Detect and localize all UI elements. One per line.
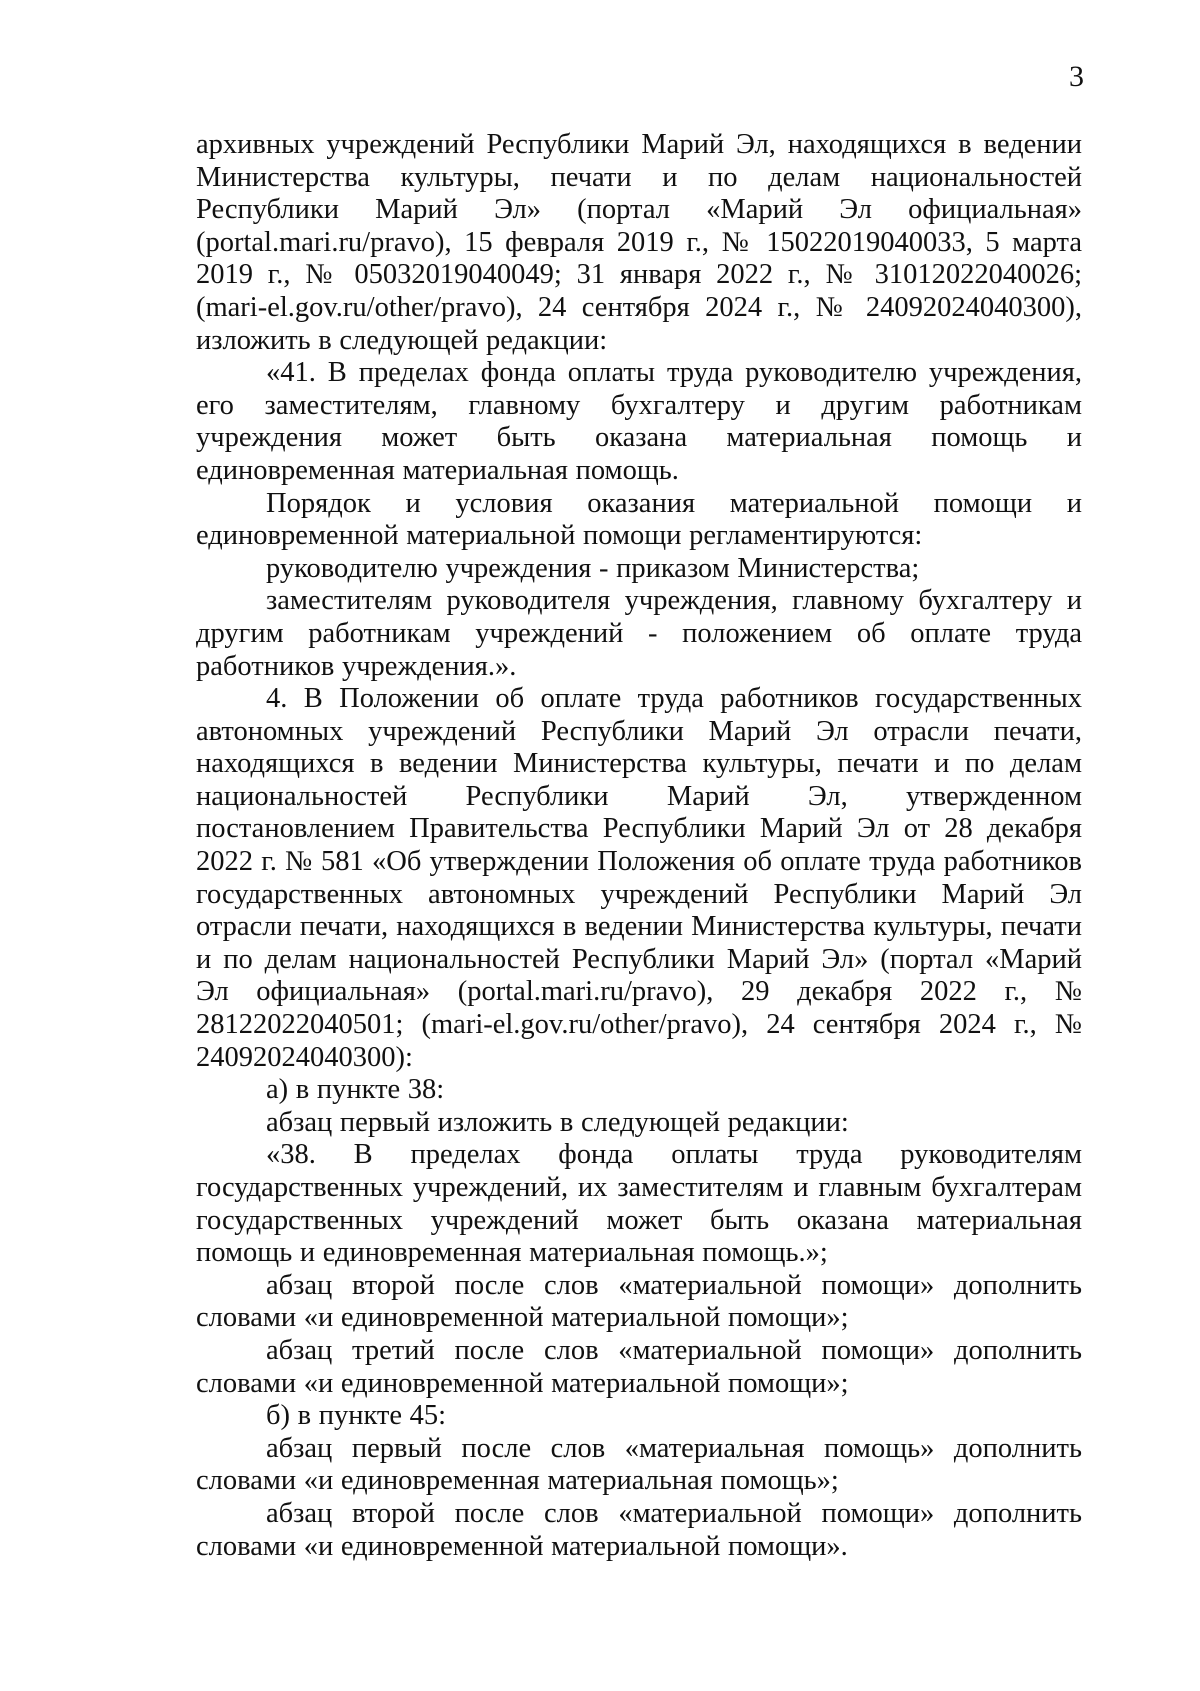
paragraph: заместителям руководителя учреждения, главному бухгалтеру и другим работникам учреждений - положением об оплате труда работников учреждения.». [196,585,1082,682]
paragraph: архивных учреждений Республики Марий Эл, находящихся в ведении Министерства культуры, печати и по делам национальностей Республики Марий Эл» (портал «Марий Эл официальная» (portal.mari.ru/pravo), 15 февраля 2019 г., № 15022019040033, 5 марта 2019 г., № 05032019040049; 31 января 2022 г., № 31012022040026; (mari-el.gov.ru/other/pravo), 24 сентября 2024 г., № 24092024040300), изложить в следующей редакции: [196,129,1082,356]
paragraph: абзац второй после слов «материальной помощи» дополнить словами «и единовременной материальной помощи»; [196,1269,1082,1334]
paragraph: б) в пункте 45: [266,1400,447,1432]
document-body [196,129,1082,1563]
paragraph: абзац первый после слов «материальная помощь» дополнить словами «и единовременная материальная помощь»; [196,1432,1082,1497]
paragraph: абзац первый изложить в следующей редакции: [266,1106,849,1138]
paragraph: 4. В Положении об оплате труда работников государственных автономных учреждений Республики Марий Эл отрасли печати, находящихся в ведении Министерства культуры, печати и по делам национальностей Республики Марий Эл, утвержденном постановлением Правительства Республики Марий Эл от 28 декабря 2022 г. № 581 «Об утверждении Положения об оплате труда работников государственных автономных учреждений Республики Марий Эл отрасли печати, находящихся в ведении Министерства культуры, печати и по делам национальностей Республики Марий Эл» (портал «Марий Эл официальная» (portal.mari.ru/pravo), 29 декабря 2022 г., № 28122022040501; (mari-el.gov.ru/other/pravo), 24 сентября 2024 г., № 24092024040300): [196,683,1082,1073]
page-number: 3 [1069,60,1084,93]
paragraph: «41. В пределах фонда оплаты труда руководителю учреждения, его заместителям, главному бухгалтеру и другим работникам учреждения может быть оказана материальная помощь и единовременная материальная помощь. [196,357,1082,486]
paragraph: абзац второй после слов «материальной помощи» дополнить словами «и единовременной материальной помощи». [196,1497,1082,1562]
paragraph: а) в пункте 38: [266,1074,445,1106]
paragraph: абзац третий после слов «материальной помощи» дополнить словами «и единовременной материальной помощи»; [196,1334,1082,1399]
paragraph: руководителю учреждения - приказом Министерства; [266,552,920,584]
paragraph: «38. В пределах фонда оплаты труда руководителям государственных учреждений, их заместителям и главным бухгалтерам государственных учреждений может быть оказана материальная помощь и единовременная материальная помощь.»; [196,1139,1082,1269]
paragraph: Порядок и условия оказания материальной помощи и единовременной материальной помощи регламентируются: [196,487,1082,552]
